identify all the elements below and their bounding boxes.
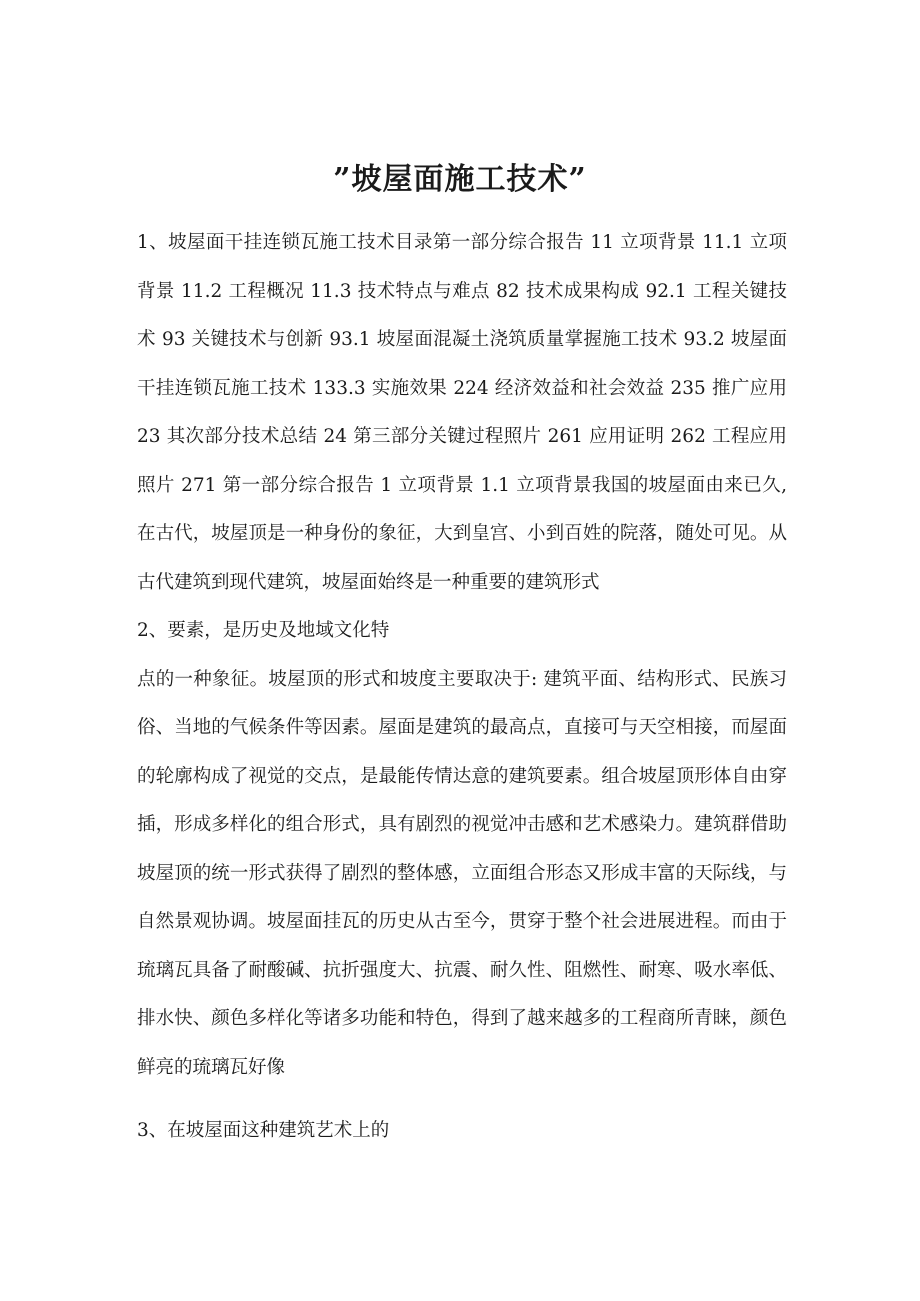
paragraph-2-text: 点的一种象征。坡屋顶的形式和坡度主要取决于: 建筑平面、结构形式、民族习俗、当地的气候条件等因素。屋面是建筑的最高点，直接可与天空相接，而屋面的轮廓构成了视觉的交点，是最能传情达意的建筑要素。组合坡屋顶形体自由穿插，形成多样化的组合形式，具有剧烈的视觉冲击感和艺术感染力。建筑群借助坡屋顶的统一形式获得了剧烈的整体感，立面组合形态又形成丰富的天际线，与自然景观协调。坡屋面挂瓦的历史从古至今，贯穿于整个社会进展进程。而由于琉璃瓦具备了耐酸碱、抗折强度大、抗震、耐久性、阻燃性、耐寒、吸水率低、排水快、颜色多样化等诸多功能和特色，得到了越来越多的工程商所青睐，颜色鲜亮的琉璃瓦好像 [137, 668, 787, 1078]
paragraph-2-lead: 2、要素，是历史及地域文化特 [137, 620, 390, 641]
paragraph-1 [137, 219, 787, 607]
paragraph-2 [137, 607, 787, 1092]
paragraph-3 [137, 1107, 787, 1156]
paragraph-1-text: 1、坡屋面干挂连锁瓦施工技术目录第一部分综合报告 11 立项背景 11.1 立项背景 11.2 工程概况 11.3 技术特点与难点 82 技术成果构成 92.1 工程关键技术 93 关键技术与创新 93.1 坡屋面混凝土浇筑质量掌握施工技术 93.2 坡屋面干挂连锁瓦施工技术 133.3 实施效果 224 经济效益和社会效益 235 推广应用 23 其次部分技术总结 24 第三部分关键过程照片 261 应用证明 262 工程应用照片 271 第一部分综合报告 1 立项背景 1.1 立项背景我国的坡屋面由来已久, 在古代，坡屋顶是一种身份的象征，大到皇宫、小到百姓的院落，随处可见。从古代建筑到现代建筑，坡屋面始终是一种重要的建筑形式 [137, 232, 787, 593]
paragraph-3-lead: 3、在坡屋面这种建筑艺术上的 [137, 1120, 390, 1141]
document-title: ”坡屋面施工技术” [333, 162, 587, 198]
